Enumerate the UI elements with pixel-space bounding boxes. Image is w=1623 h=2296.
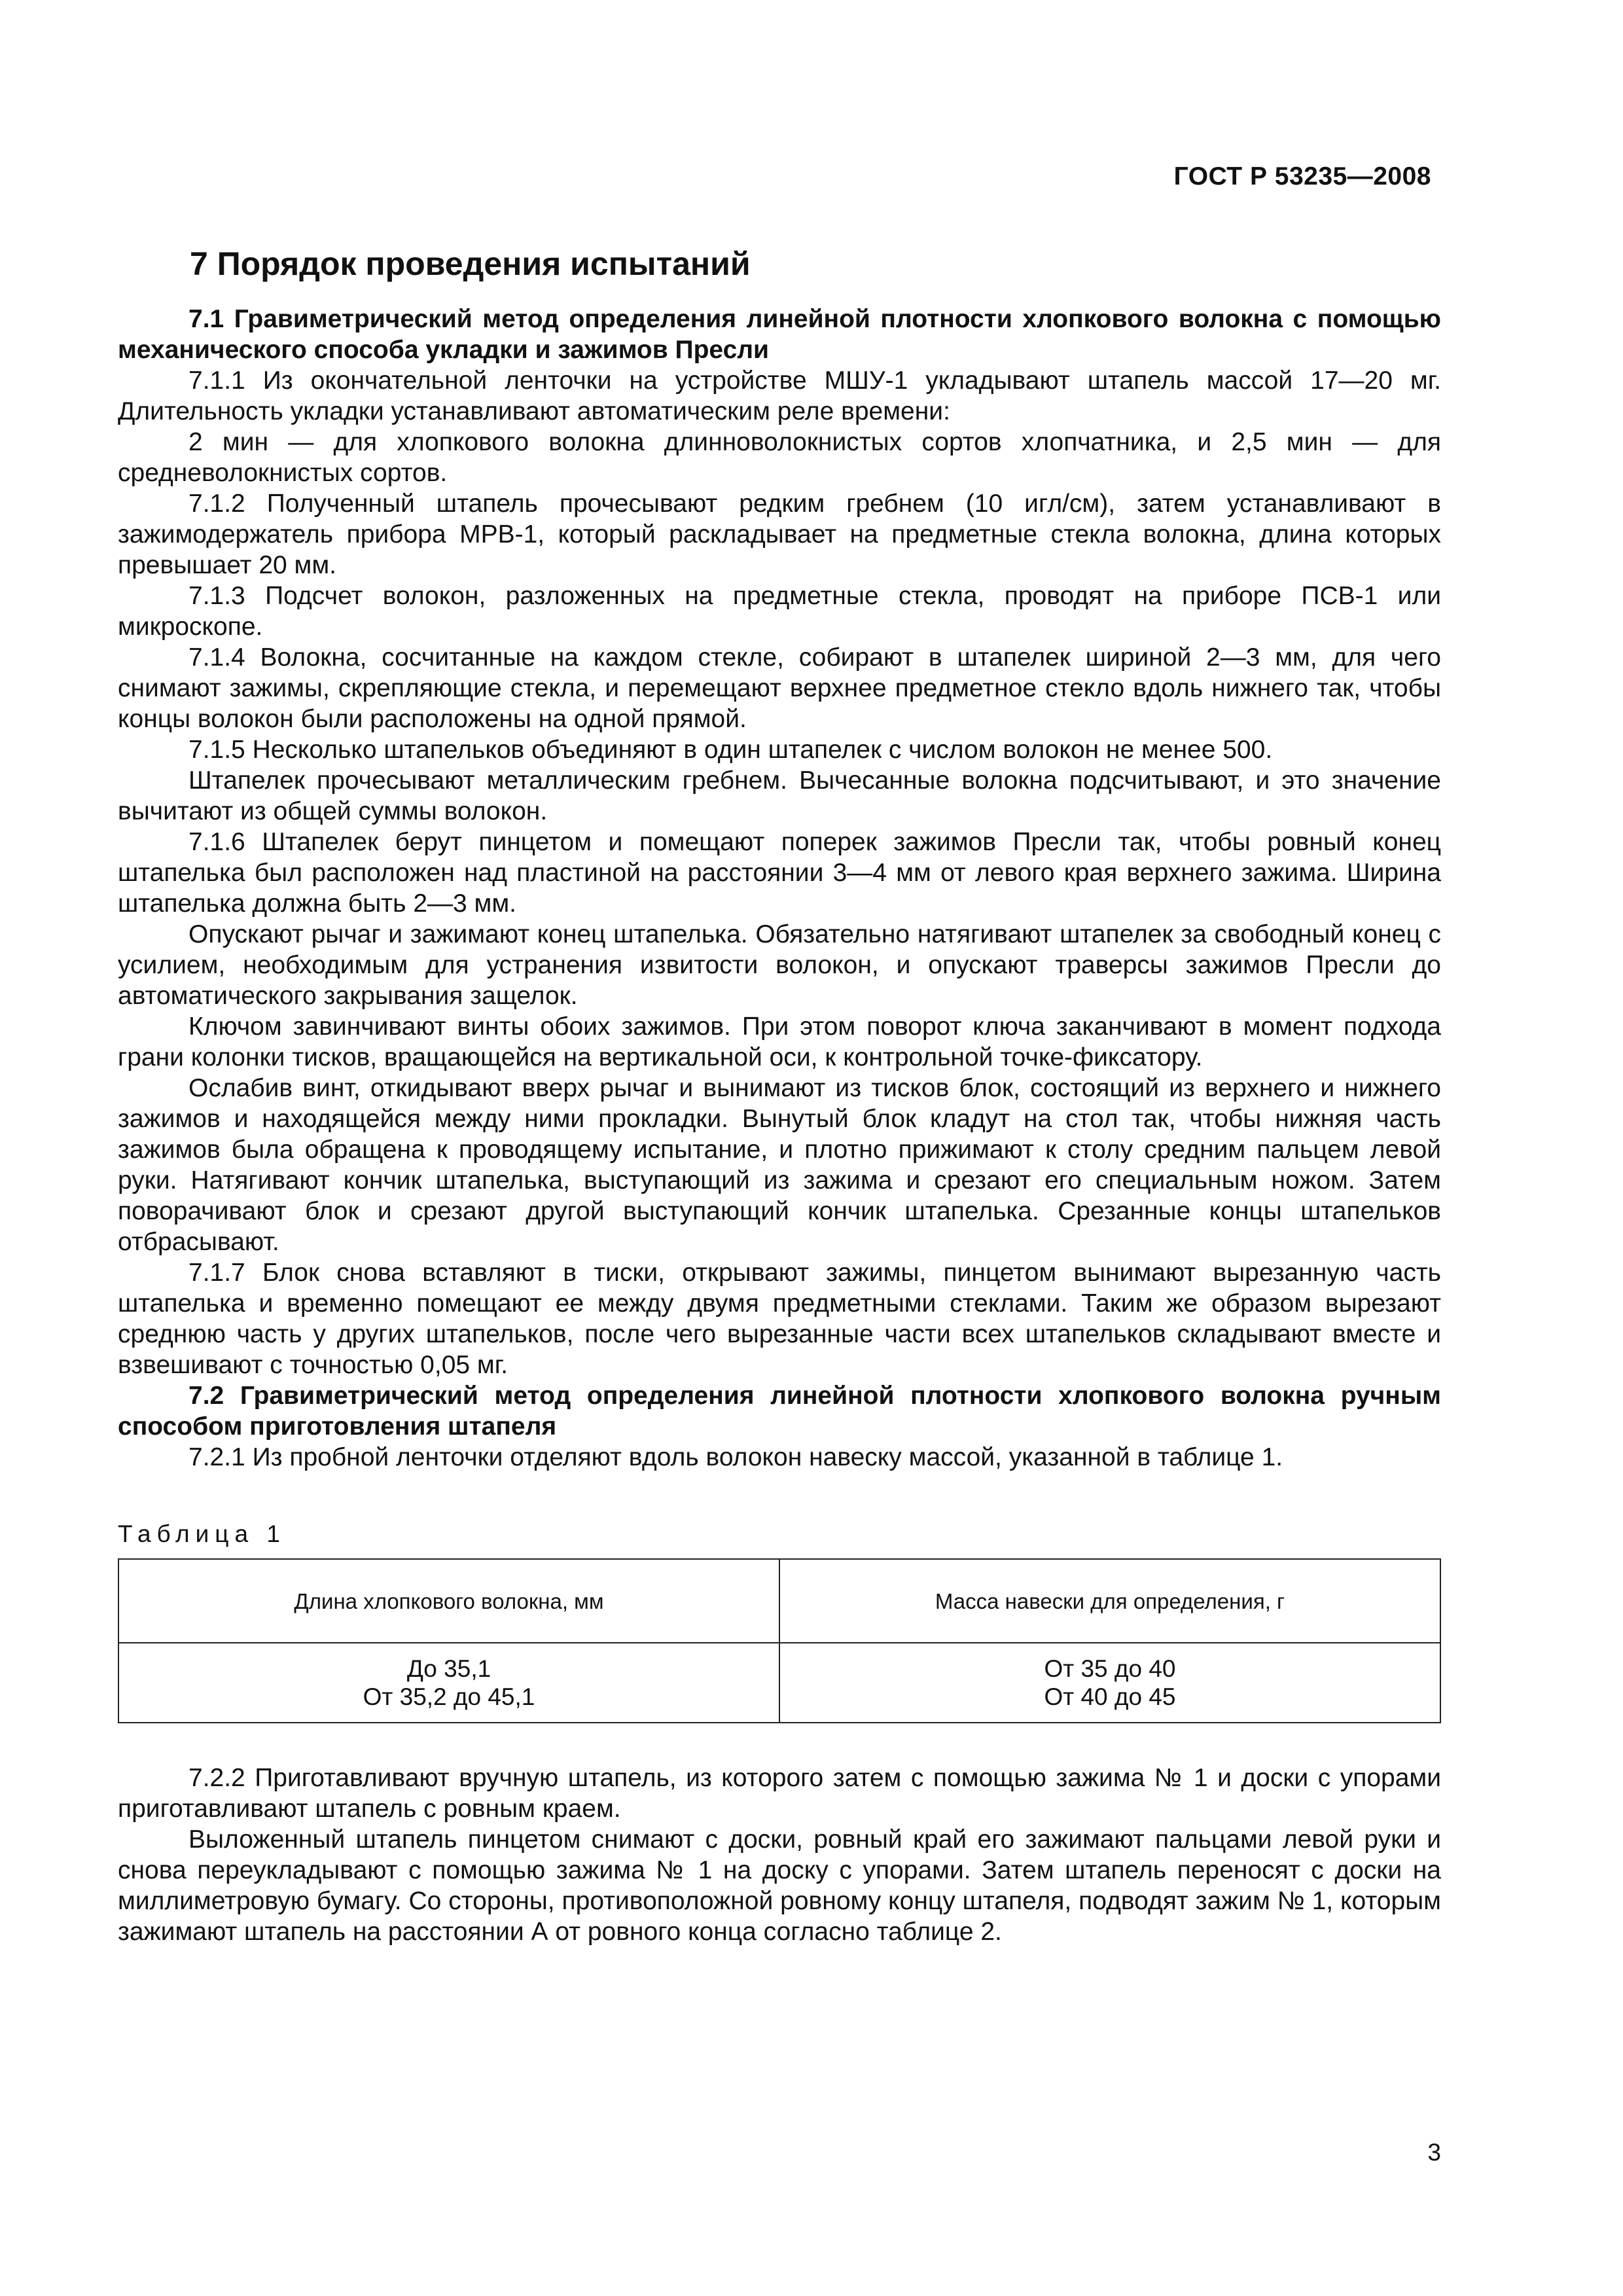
paragraph: 7.2.1 Из пробной ленточки отделяют вдоль волокон навеску массой, указанной в таблице 1.: [188, 1443, 1283, 1471]
paragraph: 7.1.3 Подсчет волокон, разложенных на предметные стекла, проводят на приборе ПСВ-1 или микроскопе.: [118, 582, 1441, 641]
table-caption: Таблица 1: [118, 1520, 286, 1547]
cell-value: От 35,2 до 45,1: [363, 1683, 535, 1710]
column-header: Длина хлопкового волокна, мм: [118, 1559, 779, 1643]
paragraph: 7.1.6 Штапелек берут пинцетом и помещают поперек зажимов Пресли так, чтобы ровный конец штапелька был расположен над пластиной на расстоянии 3—4 мм от левого края верхнего зажима. Ширина штапелька должна быть 2—3 мм.: [118, 828, 1441, 918]
subsection-title-7-1: 7.1 Гравиметрический метод определения линейной плотности хлопкового волокна с помощью механического способа укладки и зажимов Пресли: [118, 305, 1441, 364]
paragraph: 7.1.7 Блок снова вставляют в тиски, открывают зажимы, пинцетом вынимают вырезанную часть штапелька и временно помещают ее между двумя предметными стеклами. Таким же образом вырезают среднюю часть у других штапельков, после чего вырезанные части всех штапельков складывают вместе и взвешивают с точностью 0,05 мг.: [118, 1259, 1441, 1379]
paragraph: 7.1.5 Несколько штапельков объединяют в один штапелек с числом волокон не менее 500.: [188, 736, 1273, 764]
paragraph: Выложенный штапель пинцетом снимают с доски, ровный край его зажимают пальцами левой руки и снова переукладывают с помощью зажима № 1 на доску с упорами. Затем штапель переносят с доски на миллиметровую бумагу. Со стороны, противоположной ровному концу штапеля, подводят зажим № 1, которым зажимают штапель на расстоянии А от ровного конца согласно таблице 2.: [118, 1825, 1441, 1946]
page-number: 3: [1427, 2139, 1441, 2166]
cell-value: От 40 до 45: [1044, 1683, 1176, 1710]
table-row: [118, 1643, 1440, 1723]
table-cell: [779, 1643, 1440, 1723]
paragraph: 7.2.2 Приготавливают вручную штапель, из которого затем с помощью зажима № 1 и доски с упорами приготавливают штапель с ровным краем.: [118, 1764, 1441, 1823]
subsection-title-7-2: 7.2 Гравиметрический метод определения линейной плотности хлопкового волокна ручным способом приготовления штапеля: [118, 1382, 1441, 1441]
paragraph: Ключом завинчивают винты обоих зажимов. При этом поворот ключа заканчивают в момент подхода грани колонки тисков, вращающейся на вертикальной оси, к контрольной точке-фиксатору.: [118, 1013, 1441, 1071]
document-body: [118, 243, 1441, 1947]
paragraph: 2 мин — для хлопкового волокна длинноволокнистых сортов хлопчатника, и 2,5 мин — для средневолокнистых сортов.: [118, 428, 1441, 487]
data-table: [118, 1558, 1441, 1723]
table-header-row: [118, 1559, 1440, 1643]
paragraph: 7.1.4 Волокна, сосчитанные на каждом стекле, собирают в штапелек шириной 2—3 мм, для чего снимают зажимы, скрепляющие стекла, и перемещают верхнее предметное стекло вдоль нижнего так, чтобы концы волокон были расположены на одной прямой.: [118, 643, 1441, 733]
paragraph: 7.1.1 Из окончательной ленточки на устройстве МШУ-1 укладывают штапель массой 17—20 мг. Длительность укладки устанавливают автоматическим реле времени:: [118, 367, 1441, 425]
column-header: Масса навески для определения, г: [779, 1559, 1440, 1643]
cell-value: До 35,1: [406, 1655, 491, 1682]
section-title: 7 Порядок проведения испытаний: [190, 245, 751, 282]
paragraph: 7.1.2 Полученный штапель прочесывают редким гребнем (10 игл/см), затем устанавливают в зажимодержатель прибора МРВ-1, который раскладывает на предметные стекла волокна, длина которых превышает 20 мм.: [118, 490, 1441, 579]
paragraph: Опускают рычаг и зажимают конец штапелька. Обязательно натягивают штапелек за свободный конец с усилием, необходимым для устранения извитости волокон, и опускают траверсы зажимов Пресли до автоматического закрывания защелок.: [118, 920, 1441, 1010]
paragraph: Штапелек прочесывают металлическим гребнем. Вычесанные волокна подсчитывают, и это значение вычитают из общей суммы волокон.: [118, 766, 1441, 825]
document-code-header: ГОСТ Р 53235—2008: [1173, 162, 1431, 190]
cell-value: От 35 до 40: [1044, 1655, 1176, 1682]
paragraph: Ослабив винт, откидывают вверх рычаг и вынимают из тисков блок, состоящий из верхнего и нижнего зажимов и находящейся между ними прокладки. Вынутый блок кладут на стол так, чтобы нижняя часть зажимов была обращена к проводящему испытание, и плотно прижимают к столу средним пальцем левой руки. Натягивают кончик штапелька, выступающий из зажима и срезают его специальным ножом. Затем поворачивают блок и срезают другой выступающий кончик штапелька. Срезанные концы штапельков отбрасывают.: [118, 1074, 1441, 1256]
table-cell: [118, 1643, 779, 1723]
